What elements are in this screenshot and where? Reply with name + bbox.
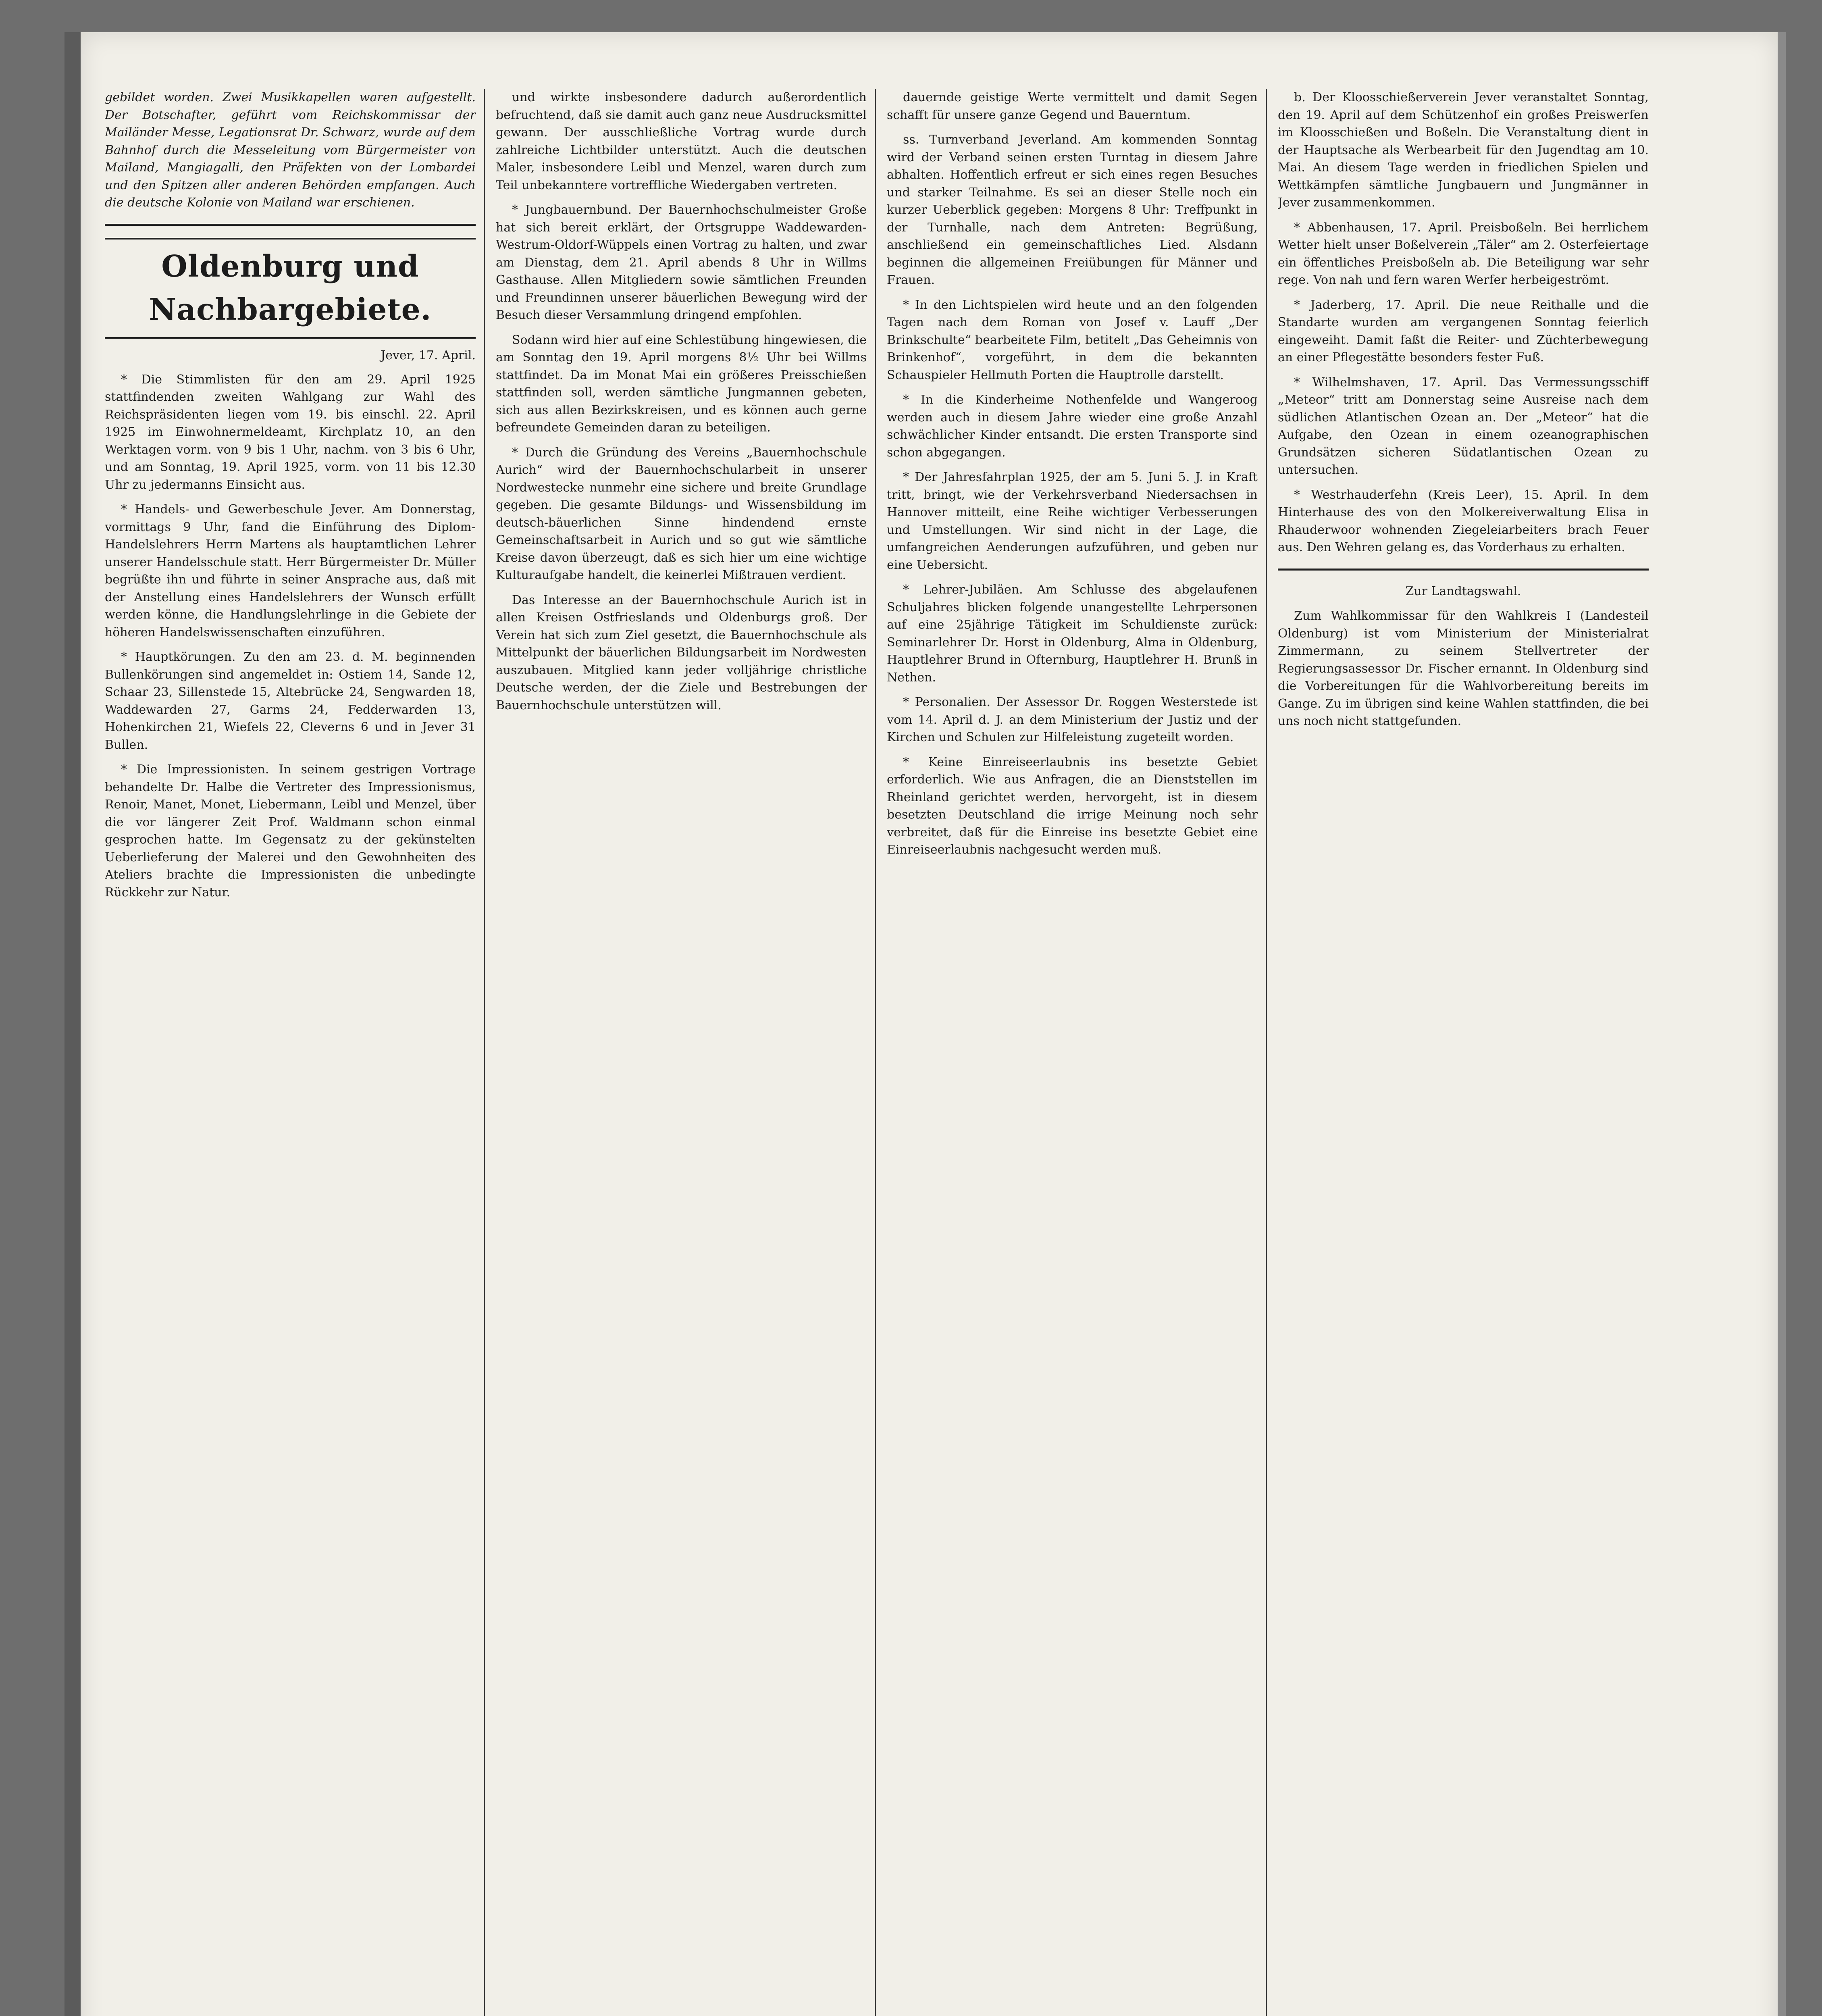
article-paragraph: * Durch die Gründung des Vereins „Bauernhochschule Aurich“ wird der Bauernhochschularbeit in unserer Nordwestecke nunmehr eine sichere und breite Grundlage gegeben. Die gesamte Bildungs- und Wissensbildung im deutsch-bäuerlichen Sinne hindendend ernste Gemeinschaftsarbeit in Aurich und so gut wie sämtliche Kreise davon überzeugt, daß es sich hier um eine wichtige Kulturaufgabe handelt, die keinerlei Mißtrauen verdient.	[496, 445, 867, 582]
article-paragraph: * Keine Einreiseerlaubnis ins besetzte Gebiet erforderlich. Wie aus Anfragen, die an Dienststellen im Rheinland gerichtet werden, hervorgeht, ist in diesem besetzten Deutschland die irrige Meinung noch sehr verbreitet, daß für die Einreise ins besetzte Gebiet eine Einreiseerlaubnis nachgesucht werden muß.	[887, 755, 1258, 857]
article-paragraph: und wirkte insbesondere dadurch außerordentlich befruchtend, daß sie damit auch ganz neue Ausdrucksmittel gewann. Der ausschließliche Vortrag wurde durch zahlreiche Lichtbilder unterstützt. Auch die deutschen Maler, insbesondere Leibl und Menzel, waren durch zum Teil unbekanntere vortreffliche Wiedergaben vertreten.	[496, 90, 867, 192]
article-paragraph: * Der Jahresfahrplan 1925, der am 5. Juni 5. J. in Kraft tritt, bringt, wie der Verkehrsverband Niedersachsen in Hannover mitteilt, eine Reihe wichtiger Verbesserungen und Umstellungen. Wir sind nicht in der Lage, die umfangreichen Aenderungen aufzuführen, und geben nur eine Uebersicht.	[887, 470, 1258, 572]
article-paragraph: * In den Lichtspielen wird heute und an den folgenden Tagen nach dem Roman von Josef v. Lauff „Der Brinkschulte“ bearbeitete Film, betitelt „Das Geheimnis von Brinkenhof“, vorgeführt, in dem die bekannten Schauspieler Hellmuth Porten die Hauptrolle darstellt.	[887, 298, 1258, 382]
column-4	[1278, 89, 1649, 2016]
article-paragraph: * In die Kinderheime Nothenfelde und Wangeroog werden auch in diesem Jahre wieder eine große Anzahl schwächlicher Kinder entsandt. Die ersten Transporte sind schon abgegangen.	[887, 393, 1258, 460]
article-paragraph: b. Der Kloosschießerverein Jever veranstaltet Sonntag, den 19. April auf dem Schützenhof ein großes Preiswerfen im Kloosschießen und Boßeln. Die Veranstaltung dient in der Hauptsache als Werbearbeit für den Jugendtag am 10. Mai. An diesem Tage werden in friedlichen Spielen und Wettkämpfen sämtliche Jungbauern und Jungmänner in Jever zusammenkommen.	[1278, 90, 1649, 210]
article-paragraph: * Jungbauernbund. Der Bauernhochschulmeister Große hat sich bereit erklärt, der Ortsgruppe Waddewarden-Westrum-Oldorf-Wüppels einen Vortrag zu halten, und zwar am Dienstag, dem 21. April abends 8 Uhr in Willms Gasthause. Allen Mitgliedern sowie sämtlichen Freunden und Freundinnen unserer bäuerlichen Bewegung wird der Besuch dieser Versammlung dringend empfohlen.	[496, 203, 867, 322]
section-heading: Oldenburg und Nachbargebiete.	[105, 238, 476, 339]
column-3	[887, 89, 1258, 2016]
article-subheading: Zur Landtagswahl.	[1405, 584, 1521, 598]
article-paragraph: * Jaderberg, 17. April. Die neue Reithalle und die Standarte wurden am vergangenen Sonntag feierlich eingeweiht. Damit faßt die Reiter- und Züchterbewegung an einer Pflegestätte besonders fester Fuß.	[1278, 298, 1649, 364]
column-1	[105, 89, 476, 2016]
column-rule	[1266, 89, 1267, 2016]
article-paragraph: * Lehrer-Jubiläen. Am Schlusse des abgelaufenen Schuljahres blicken folgende unangestellte Lehrpersonen auf eine 25jährige Tätigkeit im Schuldienste zurück: Seminarlehrer Dr. Horst in Oldenburg, Alma in Oldenburg, Hauptlehrer Brund in Ofternburg, Hauptlehrer H. Brunß in Nethen.	[887, 583, 1258, 685]
column-rule	[875, 89, 876, 2016]
article-fragment: gebildet worden. Zwei Musikkapellen waren aufgestellt. Der Botschafter, geführt vom Reichskommissar der Mailänder Messe, Legationsrat Dr. Schwarz, wurde auf dem Bahnhof durch die Messeleitung vom Bürgermeister von Mailand, Mangiagalli, den Präfekten von der Lombardei und den Spitzen aller anderen Behörden empfangen. Auch die deutsche Kolonie von Mailand war erschienen.	[105, 90, 476, 210]
article-paragraph: * Handels- und Gewerbeschule Jever. Am Donnerstag, vormittags 9 Uhr, fand die Einführung des Diplom-Handelslehrers Herrn Martens als hauptamtlichen Lehrer unserer Handelsschule statt. Herr Bürgermeister Dr. Müller begrüßte ihn und führte in seiner Ansprache aus, daß mit der Anstellung eines Handelslehrers der Wunsch erfüllt werden könne, die Handlungslehrlinge in die Gebiete der höheren Handelswissenschaften einzuführen.	[105, 502, 476, 639]
dateline: Jever, 17. April.	[381, 348, 476, 363]
article-paragraph: * Abbenhausen, 17. April. Preisboßeln. Bei herrlichem Wetter hielt unser Boßelverein „Täler“ am 2. Osterfeiertage ein öffentliches Preisboßeln ab. Die Beteiligung war sehr rege. Von nah und fern waren Werfer herbeigeströmt.	[1278, 220, 1649, 287]
newspaper-page	[64, 32, 1786, 2016]
article-paragraph: * Personalien. Der Assessor Dr. Roggen Westerstede ist vom 14. April d. J. an dem Ministerium der Justiz und der Kirchen und Schulen zur Hilfeleistung zugeteilt worden.	[887, 695, 1258, 744]
column-2	[496, 89, 867, 2016]
article-paragraph: dauernde geistige Werte vermittelt und damit Segen schafft für unsere ganze Gegend und Bauerntum.	[887, 90, 1258, 122]
article-paragraph: Das Interesse an der Bauernhochschule Aurich ist in allen Kreisen Ostfrieslands und Oldenburgs groß. Der Verein hat sich zum Ziel gesetzt, die Bauernhochschule als Mittelpunkt der bäuerlichen Bildungsarbeit im Nordwesten auszubauen. Mitglied kann jeder volljährige christliche Deutsche werden, der die Ziele und Bestrebungen der Bauernhochschule unterstützen will.	[496, 593, 867, 712]
article-paragraph: * Hauptkörungen. Zu den am 23. d. M. beginnenden Bullenkörungen sind angemeldet in: Ostiem 14, Sande 12, Schaar 23, Sillenstede 15, Altebrücke 24, Sengwarden 18, Waddewarden 27, Garms 24, Fedderwarden 13, Hohenkirchen 21, Wiefels 22, Cleverns 6 und in Jever 31 Bullen.	[105, 650, 476, 752]
column-rule	[484, 89, 485, 2016]
article-paragraph: * Die Impressionisten. In seinem gestrigen Vortrage behandelte Dr. Halbe die Vertreter des Impressionismus, Renoir, Manet, Monet, Liebermann, Leibl und Menzel, über die vor längerer Zeit Prof. Waldmann schon einmal gesprochen hatte. Im Gegensatz zu der gekünstelten Ueberlieferung der Malerei und den Gewohnheiten des Ateliers brachte die Impressionisten die unbedingte Rückkehr zur Natur.	[105, 762, 476, 900]
article-paragraph: * Wilhelmshaven, 17. April. Das Vermessungsschiff „Meteor“ tritt am Donnerstag seine Ausreise nach dem südlichen Atlantischen Ozean an. Der „Meteor“ hat die Aufgabe, den Ozean in einem ozeanographischen Grundsätzen sicheren Südatlantischen Ozean zu untersuchen.	[1278, 375, 1649, 477]
article-paragraph: * Die Stimmlisten für den am 29. April 1925 stattfindenden zweiten Wahlgang zur Wahl des Reichspräsidenten liegen vom 19. bis einschl. 22. April 1925 im Einwohnermeldeamt, Kirchplatz 10, an den Werktagen vorm. von 9 bis 1 Uhr, nachm. von 3 bis 6 Uhr, und am Sonntag, 19. April 1925, vorm. von 11 bis 12.30 Uhr zu jedermanns Einsicht aus.	[105, 372, 476, 492]
article-paragraph: Sodann wird hier auf eine Schlestübung hingewiesen, die am Sonntag den 19. April morgens 8½ Uhr bei Willms stattfindet. Da im Monat Mai ein größeres Preisschießen stattfinden soll, werden sämtliche Jungmannen gebeten, sich aus allen Bezirkskreisen, und es können auch gerne befreundete Gemeinden daran zu beteiligen.	[496, 333, 867, 435]
article-paragraph: Zum Wahlkommissar für den Wahlkreis I (Landesteil Oldenburg) ist vom Ministerium der Ministerialrat Zimmermann, zu seinem Stellvertreter der Regierungsassessor Dr. Fischer ernannt. In Oldenburg sind die Vorbereitungen für die Wahlvorbereitung bereits im Gange. Zu im übrigen sind keine Wahlen stattfinden, die bei uns noch nicht stattgefunden.	[1278, 609, 1649, 728]
article-paragraph: * Westrhauderfehn (Kreis Leer), 15. April. In dem Hinterhause des von den Molkereiverwaltung Elisa in Rhauderwoor wohnenden Ziegeleiarbeiters brach Feuer aus. Den Wehren gelang es, das Vorderhaus zu erhalten.	[1278, 487, 1649, 554]
section-divider	[1278, 569, 1649, 571]
article-paragraph: ss. Turnverband Jeverland. Am kommenden Sonntag wird der Verband seinen ersten Turntag in diesem Jahre abhalten. Hoffentlich erfreut er sich eines regen Besuches und starker Teilnahme. Es sei an dieser Stelle noch ein kurzer Ueberblick gegeben: Morgens 8 Uhr: Treffpunkt in der Turnhalle, nach dem Antreten: Begrüßung, anschließend ein gemeinschaftliches Lied. Alsdann beginnen die allgemeinen Freiübungen für Männer und Frauen.	[887, 133, 1258, 287]
section-divider	[105, 224, 476, 226]
